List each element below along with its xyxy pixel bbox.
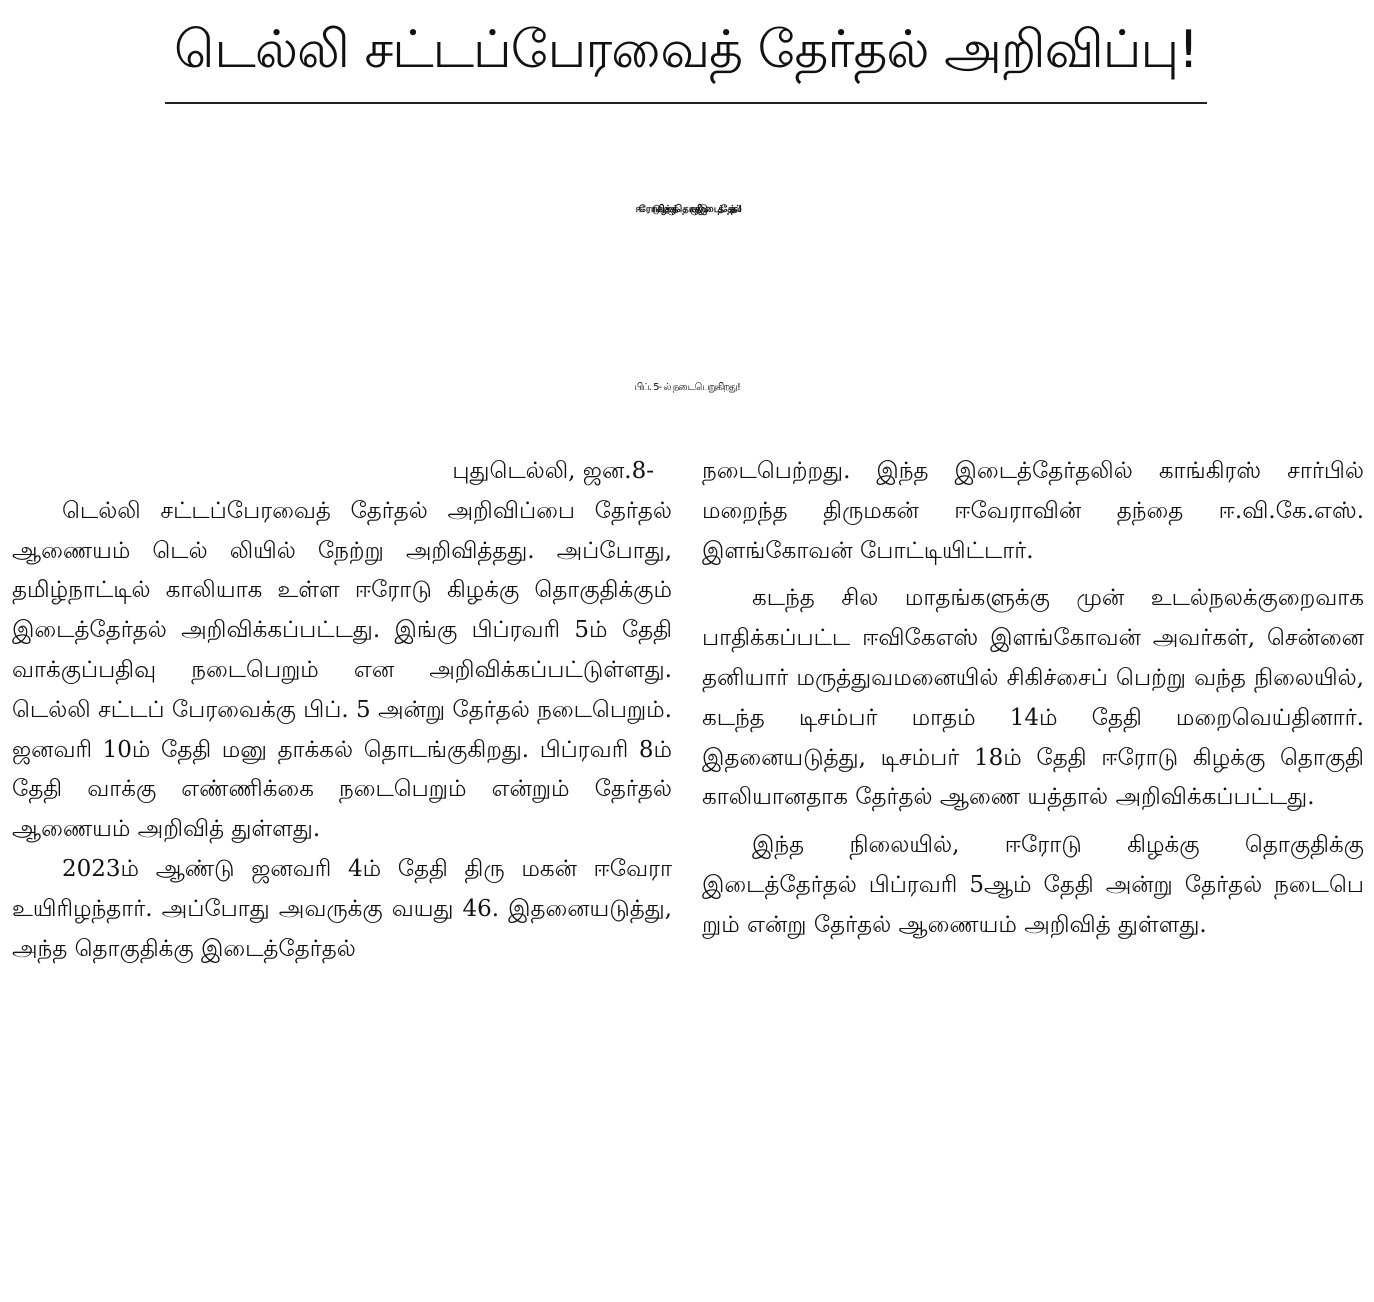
article-column-right (702, 452, 1364, 946)
dateline: புதுடெல்லி, ஜன.8- (452, 458, 654, 484)
article-paragraph: கடந்த சில மாதங்களுக்கு முன் உடல்நலக்குறைவாக பாதிக்கப்பட்ட ஈவிகேஎஸ் இளங்கோவன் அவர்கள், சென்னை தனியார் மருத்துவமனையில் சிகிச்சைப் பெற்று வந்த நிலையில், கடந்த டிசம்பர் மாதம் 14ம் தேதி மறைவெய்தினார். இதனையடுத்து, டிசம்பர் 18ம் தேதி ஈரோடு கிழக்கு தொகுதி காலியானதாக தேர்தல் ஆணை யத்தால் அறிவிக்கப்பட்டது. (702, 585, 1364, 811)
article-paragraph: இந்த நிலையில், ஈரோடு கிழக்கு தொகுதிக்கு இடைத்தேர்தல் பிப்ரவரி 5ஆம் தேதி அன்று தேர்தல் நடைபெ றும் என்று தேர்தல் ஆணையம் அறிவித் துள்ளது. (702, 832, 1364, 938)
article-column-left (12, 452, 672, 969)
kicker-container (165, 4, 1207, 104)
article-paragraph: நடைபெற்றது. இந்த இடைத்தேர்தலில் காங்கிரஸ் சார்பில் மறைந்த திருமகன் ஈவேராவின் தந்தை ஈ.வி.கே.எஸ். இளங்கோவன் போட்டியிட்டார். (702, 458, 1364, 564)
subheadline: பிப். 5- ல் நடைபெறுகிறது! (634, 382, 740, 393)
main-headline: ஈரோடு கிழக்குத்தொகுதி இடைத்தேர்தல்! (635, 204, 739, 215)
article-paragraph: 2023ம் ஆண்டு ஜனவரி 4ம் தேதி திரு மகன் ஈவேரா உயிரிழந்தார். அப்போது அவருக்கு வயது 46. இதனையடுத்து, அந்த தொகுதிக்கு இடைத்தேர்தல் (12, 855, 672, 962)
article-paragraph: டெல்லி சட்டப்பேரவைத் தேர்தல் அறிவிப்பை தேர்தல் ஆணையம் டெல் லியில் நேற்று அறிவித்தது. அப்போது, தமிழ்நாட்டில் காலியாக உள்ள ஈரோடு கிழக்கு தொகுதிக்கும் இடைத்தேர்தல் அறிவிக்கப்பட்டது. இங்கு பிப்ரவரி 5ம் தேதி வாக்குப்பதிவு நடைபெறும் என அறிவிக்கப்பட்டுள்ளது. டெல்லி சட்டப் பேரவைக்கு பிப். 5 அன்று தேர்தல் நடைபெறும். ஜனவரி 10ம் தேதி மனு தாக்கல் தொடங்குகிறது. பிப்ரவரி 8ம் தேதி வாக்கு எண்ணிக்கை நடைபெறும் என்றும் தேர்தல் ஆணையம் அறிவித் துள்ளது. (12, 497, 672, 843)
kicker-headline: டெல்லி சட்டப்பேரவைத் தேர்தல் அறிவிப்பு! (173, 20, 1199, 80)
